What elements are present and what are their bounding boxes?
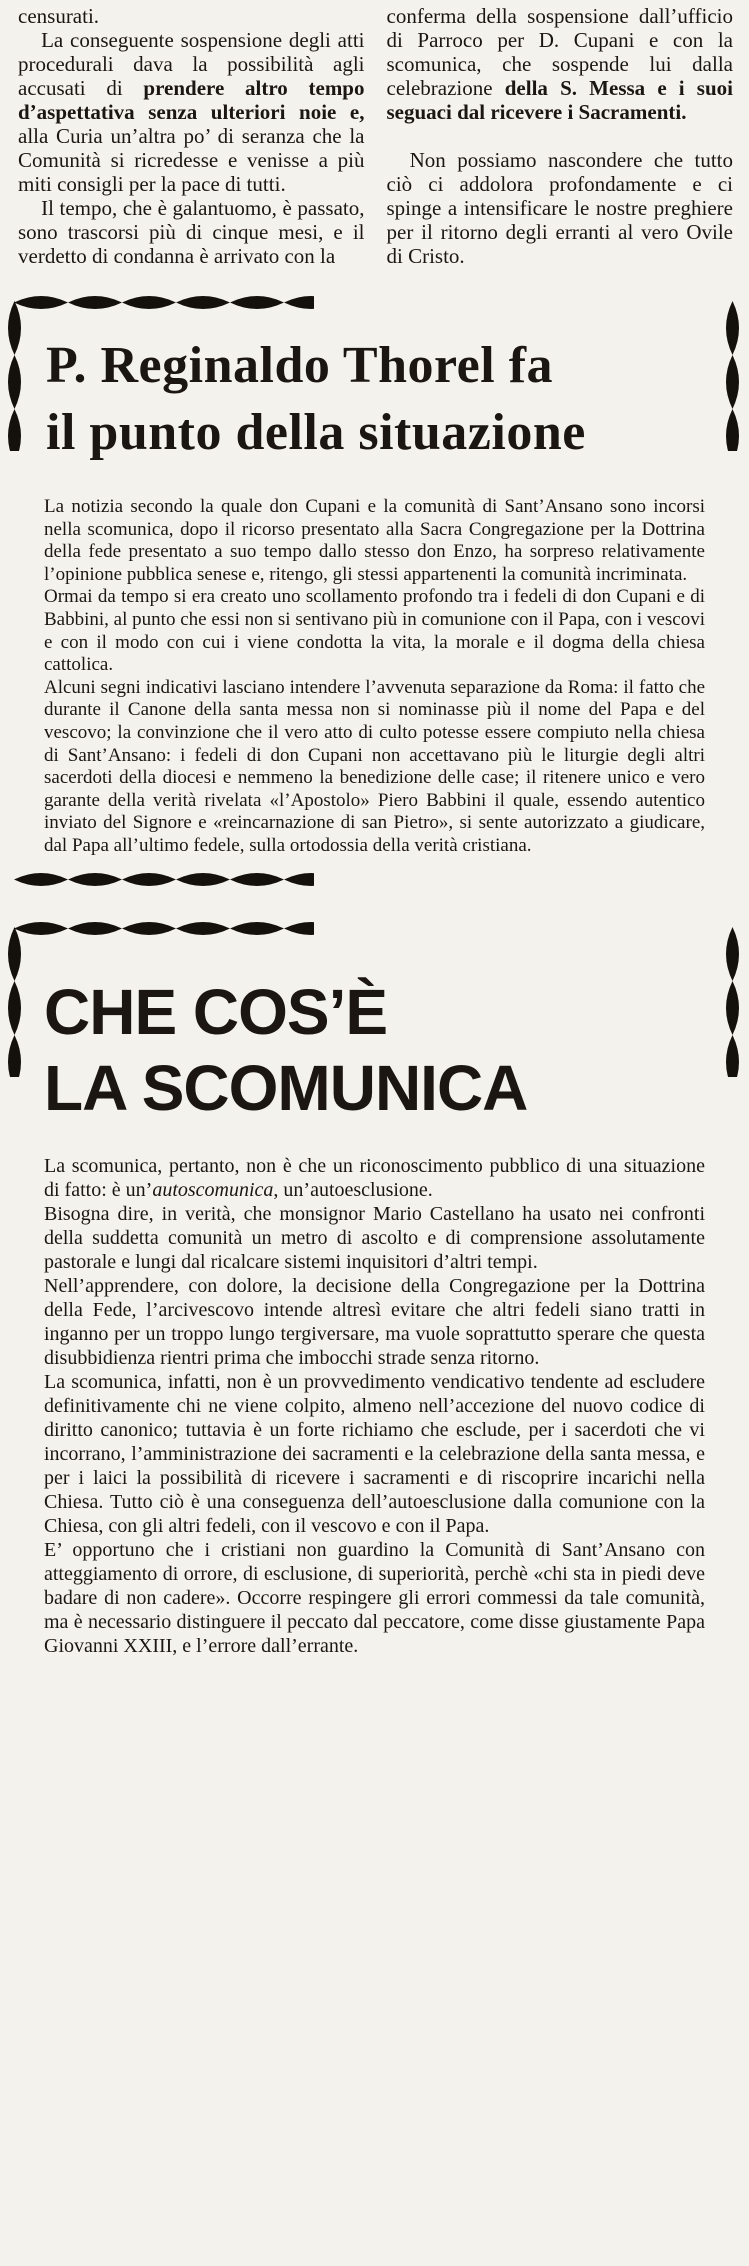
paragraph bbox=[387, 4, 734, 124]
paragraph: E’ opportuno che i cristiani non guardino la Comunità di Sant’Ansano con atteggiamento di orrore, di esclusione, di superiorità, perchè «chi sta in piedi deve badare di non cadere». Occorre respingere gli errori commessi da tale comunità, ma è necessario distinguere il peccato dal peccatore, come disse giustamente Papa Giovanni XXIII, e l’errore dall’errante. bbox=[44, 1538, 705, 1657]
thorel-article-box bbox=[6, 294, 741, 888]
paragraph: censurati. bbox=[18, 4, 100, 28]
diamond-border-top bbox=[14, 294, 314, 311]
text-run: alla Curia un’altra po’ di seranza che la Comunità si ricredesse e venisse a più miti consigli per la pace di tutti. bbox=[18, 124, 365, 196]
headline-line: P. Reginaldo Thorel fa bbox=[46, 337, 554, 394]
text-run: La conseguente sospensione degli atti procedurali dava la possibilità agli accusati di bbox=[18, 28, 365, 100]
text-run-italic: autoscomunica bbox=[152, 1178, 274, 1201]
diamond-border-right bbox=[724, 927, 741, 1077]
scomunica-headline bbox=[44, 974, 705, 1126]
diamond-border-right bbox=[724, 301, 741, 451]
diamond-border-left bbox=[6, 301, 23, 451]
paragraph: Il tempo, che è galantuomo, è passato, sono trascorsi più di cinque mesi, e il verdetto di condanna è arrivato con la bbox=[18, 196, 365, 268]
paragraph: Nell’apprendere, con dolore, la decisione della Congregazione per la Dottrina della Fede, l’arcivescovo intende altresì evitare che altri fedeli siano tratti in inganno per un troppo lungo tergiversare, ma vuole soprattutto sperare che questa disubbidienza rientri prima che imbocchi strade senza ritorno. bbox=[44, 1274, 705, 1369]
diamond-border-left bbox=[6, 927, 23, 1077]
thorel-article-body bbox=[44, 496, 705, 858]
headline-line: CHE COS’È bbox=[44, 975, 388, 1048]
scomunica-article-body bbox=[44, 1154, 705, 1658]
paragraph: Bisogna dire, in verità, che monsignor Mario Castellano ha usato nei confronti della suddetta comunità un metro di ascolto e di comprensione assolutamente pastorale e lungi dal ricalcare sistemi inquisitori d’altri tempi. bbox=[44, 1202, 705, 1273]
paragraph: Ormai da tempo si era creato uno scollamento profondo tra i fedeli di don Cupani e di Babbini, al punto che essi non si sentivano più in comunione con il Papa, con i vescovi e con il modo con cui i viene condotta la vita, la morale e il dogma della chiesa cattolica. bbox=[44, 586, 705, 676]
headline-line: il punto della situazione bbox=[46, 404, 586, 461]
top-two-column-section bbox=[0, 0, 749, 268]
headline-line: LA SCOMUNICA bbox=[44, 1051, 528, 1124]
thorel-headline bbox=[46, 332, 705, 466]
paragraph bbox=[18, 28, 365, 196]
top-right-column bbox=[387, 4, 734, 268]
paragraph: La scomunica, infatti, non è un provvedimento vendicativo tendente ad escludere definitivamente chi ne viene colpito, almeno nell’accezione del nuovo codice di diritto canonico; tuttavia è un forte richiamo che esclude, per i sacerdoti che vi incorrano, l’amministrazione dei sacramenti e la celebrazione della santa messa, e per i laici la possibilità di ricevere i sacramenti e di riscoprire incarichi nella Chiesa. Tutto ciò è una conseguenza dell’autoesclusione dalla comunione con la Chiesa, con gli altri fedeli, con il vescovo e con il Papa. bbox=[44, 1370, 705, 1537]
text-run: conferma della sospensione dall’ufficio di Parroco per D. Cupani e con la scomunica, che sospende lui dalla celebrazione bbox=[386, 4, 733, 100]
paragraph: La notizia secondo la quale don Cupani e la comunità di Sant’Ansano sono incorsi nella scomunica, dopo il ricorso presentato alla Sacra Congregazione per la Dottrina della fede presentato a suo tempo dallo stesso don Enzo, ha sorpreso relativamente l’opinione pubblica senese e, ritengo, gli stessi appartenenti la comunità incriminata. bbox=[44, 496, 705, 585]
paragraph: Non possiamo nascondere che tutto ciò ci addolora profondamente e ci spinge a intensificare le nostre preghiere per il ritorno degli erranti al vero Ovile di Cristo. bbox=[386, 148, 733, 268]
diamond-border-top bbox=[14, 920, 314, 937]
text-run: , un’autoesclusione. bbox=[273, 1178, 433, 1201]
scomunica-article-box bbox=[6, 920, 741, 1924]
text-run: La scomunica, pertanto, non è che un riconoscimento pubblico di una situazione di fatto: è un’ bbox=[44, 1154, 705, 1201]
paragraph bbox=[44, 1154, 705, 1202]
paragraph: Alcuni segni indicativi lasciano intendere l’avvenuta separazione da Roma: il fatto che durante il Canone della santa messa non si nominasse più il nome del Papa e del vescovo; la convinzione che il vero atto di culto potesse essere compiuto nella chiesa di Sant’Ansano: i fedeli di don Cupani non accettavano più le liturgie degli altri sacerdoti della diocesi e nemmeno la benedizione delle case; il ritenere unico e vero garante della verità rivelata «l’Apostolo» Piero Babbini il quale, essendo autentico inviato del Signore e «reincarnazione di san Pietro», si sente autorizzato a giudicare, dal Papa all’ultimo fedele, sulla ortodossia della verità cristiana. bbox=[44, 676, 705, 856]
top-left-column bbox=[18, 4, 365, 268]
text-run-bold: prendere altro tempo d’aspettativa senza ulteriori noie e, bbox=[18, 76, 365, 124]
text-run-bold: della S. Messa e i suoi seguaci dal ricevere i Sacramenti. bbox=[386, 76, 733, 124]
diamond-border-bottom bbox=[14, 871, 314, 888]
